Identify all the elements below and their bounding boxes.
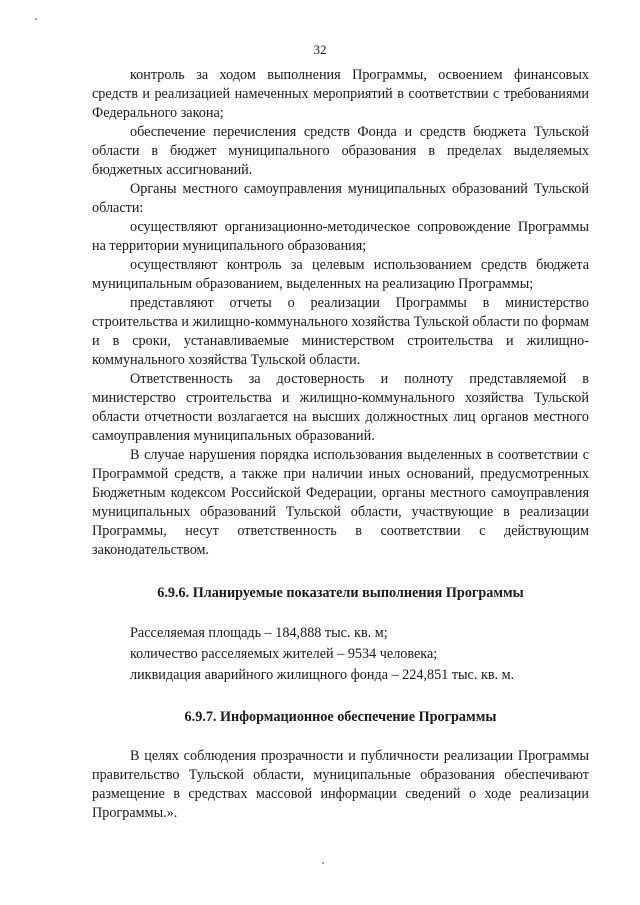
paragraph: Органы местного самоуправления муниципальных образований Тульской области: bbox=[92, 181, 589, 216]
paragraph: осуществляют организационно-методическое сопровождение Программы на территории муниципального образования; bbox=[92, 219, 589, 254]
paragraph: осуществляют контроль за целевым использованием средств бюджета муниципальным образованием, выделенных на реализацию Программы; bbox=[92, 257, 589, 292]
paragraph: представляют отчеты о реализации Программы в министерство строительства и жилищно-коммунального хозяйства Тульской области по формам и в сроки, устанавливаемые министерством строительства и жилищно-коммунального хозяйства Тульской области. bbox=[92, 295, 589, 368]
paragraph: Ответственность за достоверность и полноту представляемой в министерство строительства и жилищно-коммунального хозяйства Тульской области отчетности возлагается на высших должностных лиц органов местного самоуправления муниципальных образований. bbox=[92, 371, 589, 444]
indicator-item: Расселяемая площадь – 184,888 тыс. кв. м; bbox=[130, 625, 388, 641]
document-body bbox=[92, 66, 589, 823]
paragraph: В случае нарушения порядка использования выделенных в соответствии с Программой средств, а также при наличии иных оснований, предусмотренных Бюджетным кодексом Российской Федерации, органы местного самоуправления муниципальных образований Тульской области, участвующие в реализации Программы, несут ответственность в соответствии с действующим законодательством. bbox=[92, 447, 589, 558]
scan-speck bbox=[35, 18, 37, 20]
paragraph: обеспечение перечисления средств Фонда и средств бюджета Тульской области в бюджет муниципального образования в пределах выделяемых бюджетных ассигнований. bbox=[92, 124, 589, 178]
page-number: 32 bbox=[313, 42, 327, 57]
paragraph: В целях соблюдения прозрачности и публичности реализации Программы правительство Тульской области, муниципальные образования обеспечивают размещение в средствах массовой информации сведений о ходе реализации Программы.». bbox=[92, 748, 589, 821]
scan-speck bbox=[322, 862, 324, 864]
indicator-item: ликвидация аварийного жилищного фонда – 224,851 тыс. кв. м. bbox=[130, 667, 515, 683]
indicators-list bbox=[130, 623, 589, 686]
section-heading-696: 6.9.6. Планируемые показатели выполнения Программы bbox=[157, 585, 524, 601]
section-heading-697: 6.9.7. Информационное обеспечение Программы bbox=[184, 709, 497, 725]
paragraph: контроль за ходом выполнения Программы, освоением финансовых средств и реализацией намеченных мероприятий в соответствии с требованиями Федерального закона; bbox=[92, 67, 589, 121]
indicator-item: количество расселяемых жителей – 9534 человека; bbox=[130, 646, 438, 662]
